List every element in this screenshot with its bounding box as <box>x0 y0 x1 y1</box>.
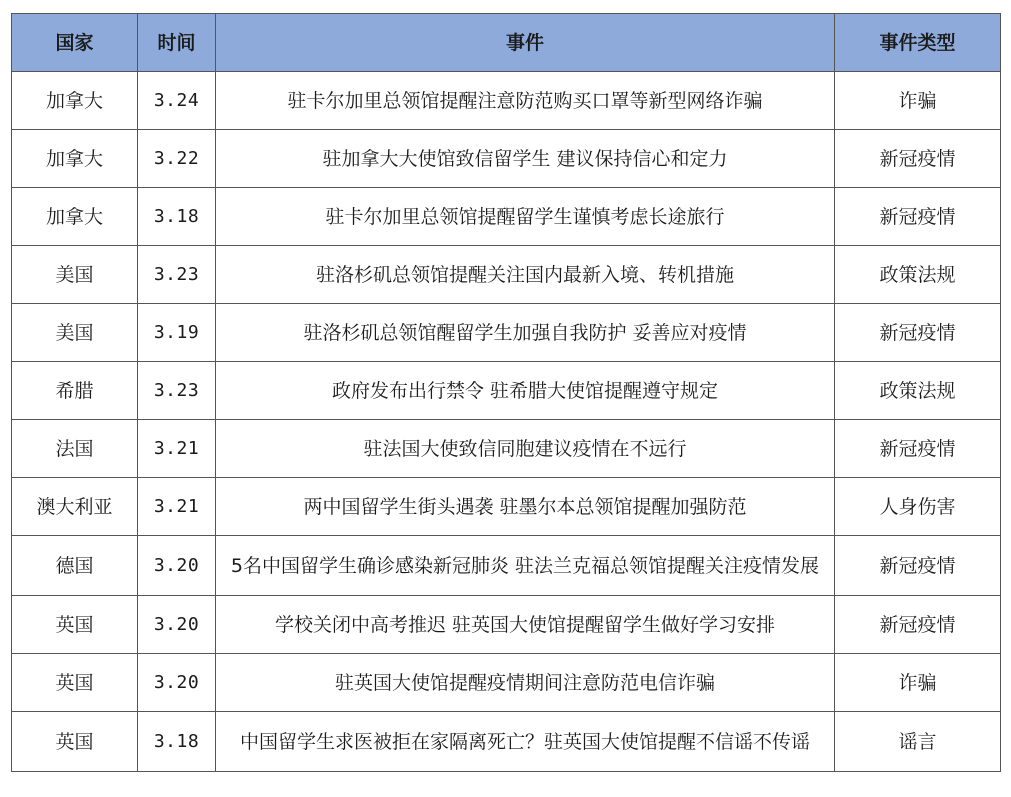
country-cell: 加拿大 <box>12 188 138 246</box>
country-cell: 英国 <box>12 596 138 654</box>
table-row <box>12 304 1001 362</box>
event-cell: 驻英国大使馆提醒疫情期间注意防范电信诈骗 <box>216 654 835 712</box>
time-cell: 3.24 <box>138 72 216 130</box>
table-row <box>12 420 1001 478</box>
country-cell: 加拿大 <box>12 130 138 188</box>
time-cell: 3.19 <box>138 304 216 362</box>
country-cell: 英国 <box>12 712 138 772</box>
events-table <box>11 13 1001 772</box>
country-cell: 法国 <box>12 420 138 478</box>
table-row <box>12 188 1001 246</box>
event-cell: 5名中国留学生确诊感染新冠肺炎 驻法兰克福总领馆提醒关注疫情发展 <box>216 536 835 596</box>
event-cell: 驻法国大使致信同胞建议疫情在不远行 <box>216 420 835 478</box>
time-cell: 3.20 <box>138 536 216 596</box>
table-row <box>12 654 1001 712</box>
country-cell: 澳大利亚 <box>12 478 138 536</box>
time-cell: 3.23 <box>138 362 216 420</box>
event-type-cell: 新冠疫情 <box>835 188 1001 246</box>
time-cell: 3.18 <box>138 712 216 772</box>
event-type-cell: 政策法规 <box>835 246 1001 304</box>
country-cell: 加拿大 <box>12 72 138 130</box>
table-row <box>12 246 1001 304</box>
header-country: 国家 <box>12 14 138 72</box>
event-cell: 驻洛杉矶总领馆提醒关注国内最新入境、转机措施 <box>216 246 835 304</box>
event-cell: 政府发布出行禁令 驻希腊大使馆提醒遵守规定 <box>216 362 835 420</box>
header-row <box>12 14 1001 72</box>
event-type-cell: 政策法规 <box>835 362 1001 420</box>
event-type-cell: 新冠疫情 <box>835 304 1001 362</box>
country-cell: 希腊 <box>12 362 138 420</box>
event-cell: 学校关闭中高考推迟 驻英国大使馆提醒留学生做好学习安排 <box>216 596 835 654</box>
country-cell: 美国 <box>12 246 138 304</box>
table-row <box>12 478 1001 536</box>
country-cell: 美国 <box>12 304 138 362</box>
event-type-cell: 诈骗 <box>835 654 1001 712</box>
event-type-cell: 谣言 <box>835 712 1001 772</box>
country-cell: 英国 <box>12 654 138 712</box>
time-cell: 3.22 <box>138 130 216 188</box>
table-row <box>12 712 1001 772</box>
table-row <box>12 130 1001 188</box>
time-cell: 3.21 <box>138 420 216 478</box>
event-type-cell: 诈骗 <box>835 72 1001 130</box>
event-cell: 两中国留学生街头遇袭 驻墨尔本总领馆提醒加强防范 <box>216 478 835 536</box>
event-cell: 驻洛杉矶总领馆醒留学生加强自我防护 妥善应对疫情 <box>216 304 835 362</box>
table-body <box>12 72 1001 772</box>
event-cell: 中国留学生求医被拒在家隔离死亡？驻英国大使馆提醒不信谣不传谣 <box>216 712 835 772</box>
event-type-cell: 新冠疫情 <box>835 536 1001 596</box>
time-cell: 3.20 <box>138 596 216 654</box>
table-header <box>12 14 1001 72</box>
table-row <box>12 536 1001 596</box>
event-type-cell: 人身伤害 <box>835 478 1001 536</box>
header-event: 事件 <box>216 14 835 72</box>
event-cell: 驻卡尔加里总领馆提醒注意防范购买口罩等新型网络诈骗 <box>216 72 835 130</box>
event-cell: 驻加拿大大使馆致信留学生 建议保持信心和定力 <box>216 130 835 188</box>
event-type-cell: 新冠疫情 <box>835 596 1001 654</box>
event-type-cell: 新冠疫情 <box>835 420 1001 478</box>
country-cell: 德国 <box>12 536 138 596</box>
time-cell: 3.18 <box>138 188 216 246</box>
event-type-cell: 新冠疫情 <box>835 130 1001 188</box>
time-cell: 3.23 <box>138 246 216 304</box>
table-row <box>12 362 1001 420</box>
time-cell: 3.21 <box>138 478 216 536</box>
header-type: 事件类型 <box>835 14 1001 72</box>
time-cell: 3.20 <box>138 654 216 712</box>
event-cell: 驻卡尔加里总领馆提醒留学生谨慎考虑长途旅行 <box>216 188 835 246</box>
table-row <box>12 72 1001 130</box>
table-row <box>12 596 1001 654</box>
header-time: 时间 <box>138 14 216 72</box>
